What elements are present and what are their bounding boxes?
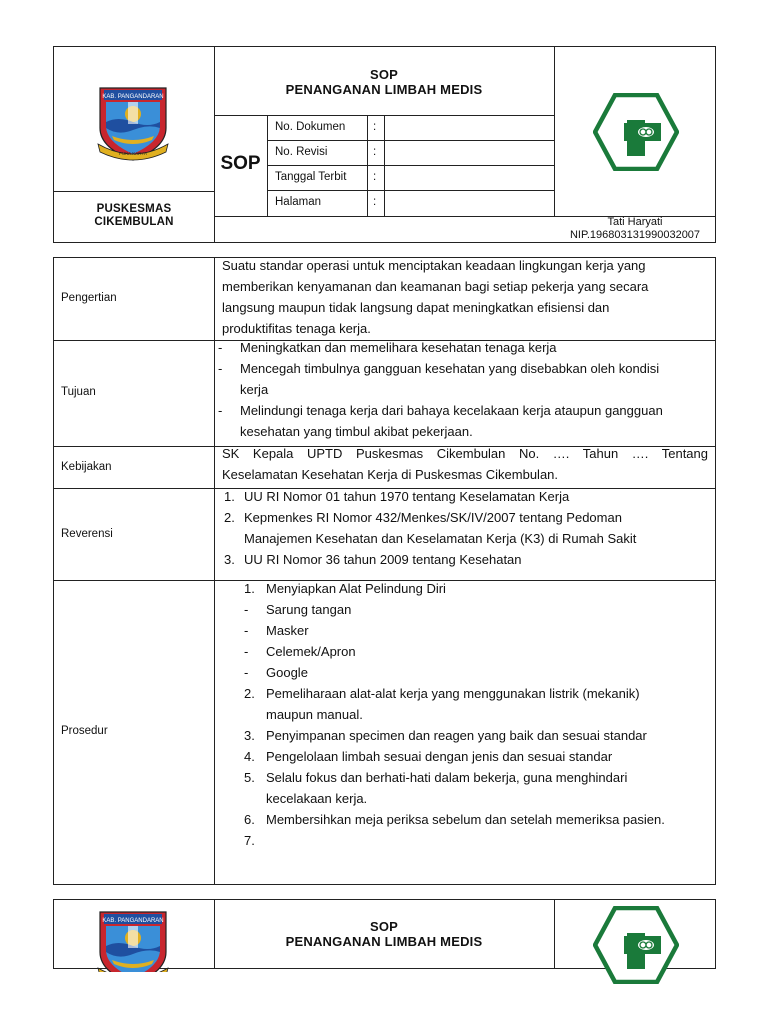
kebijakan-text [222,443,708,485]
header-divider-org [53,191,214,192]
footer-puskesmas-cross-icon [593,906,679,984]
label-reverensi: Reverensi [61,528,113,540]
regency-logo [92,78,174,162]
tujuan-item [214,337,710,358]
tujuan-item-line: kesehatan yang timbul akibat pekerjaan. [240,424,473,439]
reverensi-item-line: Kepmenkes RI Nomor 432/Menkes/SK/IV/2007 tentang Pedoman [244,510,622,525]
pengertian-text [222,255,710,339]
prosedur-item-mark: 2. [244,686,255,701]
prosedur-item-mark: 5. [244,770,255,785]
tujuan-item-line: kerja [240,382,269,397]
kebijakan-line-1: SK Kepala UPTD Puskesmas Cikembulan No. …. Tahun …. Tentang [222,446,708,461]
svg-text:KAB. PANGANDARAN: KAB. PANGANDARAN [102,918,164,924]
field-label-no-revisi: No. Revisi [275,146,328,158]
puskesmas-logo [593,93,679,171]
doc-title [214,67,554,97]
org-name [54,203,214,229]
field-label-no-dokumen: No. Dokumen [275,121,346,133]
footer-title-sop: SOP [369,919,399,934]
field-sep-4: : [373,196,377,208]
prosedur-item-mark: 4. [244,749,255,764]
reverensi-item-line: UU RI Nomor 01 tahun 1970 tentang Keselamatan Kerja [244,489,570,504]
prosedur-item [214,746,710,767]
prosedur-item [214,683,710,725]
svg-text:PUKA KARYA: PUKA KARYA [118,151,148,156]
signer-block [554,216,716,242]
prosedur-item [214,578,710,599]
fields-row-line-2 [267,165,554,166]
prosedur-item-line: Membersihkan meja periksa sebelum dan setelah memeriksa pasien. [266,812,665,827]
prosedur-item-line: Pengelolaan limbah sesuai dengan jenis dan sesuai standar [266,749,613,764]
prosedur-item-line: Masker [266,623,309,638]
reverensi-item-line: Manajemen Kesehatan dan Keselamatan Kerja (K3) di Rumah Sakit [244,531,637,546]
footer-regency-crest-icon [92,902,174,972]
prosedur-item [214,725,710,746]
prosedur-item-line [266,830,710,851]
reverensi-item [218,507,710,549]
prosedur-item-line: Penyimpanan specimen dan reagen yang baik dan sesuai standar [266,728,647,743]
label-kebijakan: Kebijakan [61,461,112,473]
prosedur-item-mark: - [244,623,249,638]
prosedur-item [214,599,710,620]
prosedur-item-line: Sarung tangan [266,602,352,617]
field-label-halaman: Halaman [275,196,322,208]
fields-row-line-3 [267,190,554,191]
prosedur-item-mark: 1. [244,581,255,596]
prosedur-item [214,641,710,662]
prosedur-item-mark: 6. [244,812,255,827]
field-sep-3: : [373,171,377,183]
pengertian-line: Suatu standar operasi untuk menciptakan keadaan lingkungan kerja yang [222,258,646,273]
signer-name: Tati Haryati [607,216,663,228]
footer-regency-logo [92,902,174,972]
prosedur-item-line: Selalu fokus dan berhati-hati dalam bekerja, guna menghindari [266,770,628,785]
header-divider-right [554,46,555,216]
footer-title-main: PENANGANAN LIMBAH MEDIS [285,934,483,949]
reverensi-item-number: 1. [224,489,235,504]
prosedur-item-line: kecelakaan kerja. [266,791,368,806]
svg-text:KAB. PANGANDARAN: KAB. PANGANDARAN [102,94,164,100]
tujuan-item [214,400,710,442]
prosedur-item-line: Pemeliharaan alat-alat kerja yang menggunakan listrik (mekanik) [266,686,640,701]
prosedur-item-mark: 7. [244,833,255,848]
prosedur-item-mark: - [244,602,249,617]
kebijakan-line-2: Keselamatan Kesehatan Kerja di Puskesmas Cikembulan. [222,467,559,482]
puskesmas-cross-icon [593,93,679,171]
org-name-line1: PUSKESMAS [96,203,172,215]
doc-title-sop: SOP [369,67,399,82]
fields-row-line-1 [267,140,554,141]
pengertian-line: langsung maupun tidak langsung dapat meningkatkan efisiensi dan [222,300,610,315]
doc-title-main: PENANGANAN LIMBAH MEDIS [285,82,483,97]
field-sep-1: : [373,121,377,133]
footer-divider-right [554,899,555,969]
label-pengertian: Pengertian [61,292,117,304]
prosedur-list [214,578,710,851]
prosedur-item [214,767,710,809]
prosedur-item [214,620,710,641]
reverensi-item [218,549,710,570]
prosedur-item-line: Menyiapkan Alat Pelindung Diri [266,581,446,596]
org-name-line2: CIKEMBULAN [94,216,174,228]
reverensi-item-number: 2. [224,510,235,525]
tujuan-list [214,337,710,442]
reverensi-item-line: UU RI Nomor 36 tahun 2009 tentang Kesehatan [244,552,522,567]
tujuan-item-line: - Meningkatkan dan memelihara kesehatan tenaga kerja [240,340,557,355]
prosedur-item-line: maupun manual. [266,707,363,722]
tujuan-item [214,358,710,400]
reverensi-list [218,486,710,570]
signer-nip: NIP.196803131990032007 [569,229,701,241]
tujuan-item-line: - Mencegah timbulnya gangguan kesehatan yang disebabkan oleh kondisi [240,361,660,376]
reverensi-item-number: 3. [224,552,235,567]
regency-crest-icon [92,78,174,162]
field-label-tanggal-terbit: Tanggal Terbit [275,171,347,183]
reverensi-item [218,486,710,507]
prosedur-item [214,809,710,830]
footer-puskesmas-logo [593,906,679,984]
big-sop-label: SOP [220,153,261,174]
tujuan-item-line: - Melindungi tenaga kerja dari bahaya kecelakaan kerja ataupun gangguan [240,403,663,418]
prosedur-item [214,662,710,683]
prosedur-item [214,830,710,851]
prosedur-item-mark: 3. [244,728,255,743]
prosedur-item-line: Celemek/Apron [266,644,356,659]
prosedur-item-mark: - [244,665,249,680]
label-prosedur: Prosedur [61,725,108,737]
pengertian-line: produktifitas tenaga kerja. [222,321,371,336]
pengertian-line: memberikan kenyamanan dan keamanan bagi setiap pekerja yang secara [222,279,649,294]
label-tujuan: Tujuan [61,386,96,398]
field-sep-2: : [373,146,377,158]
prosedur-item-mark: - [244,644,249,659]
prosedur-item-line: Google [266,665,308,680]
footer-title [214,919,554,949]
